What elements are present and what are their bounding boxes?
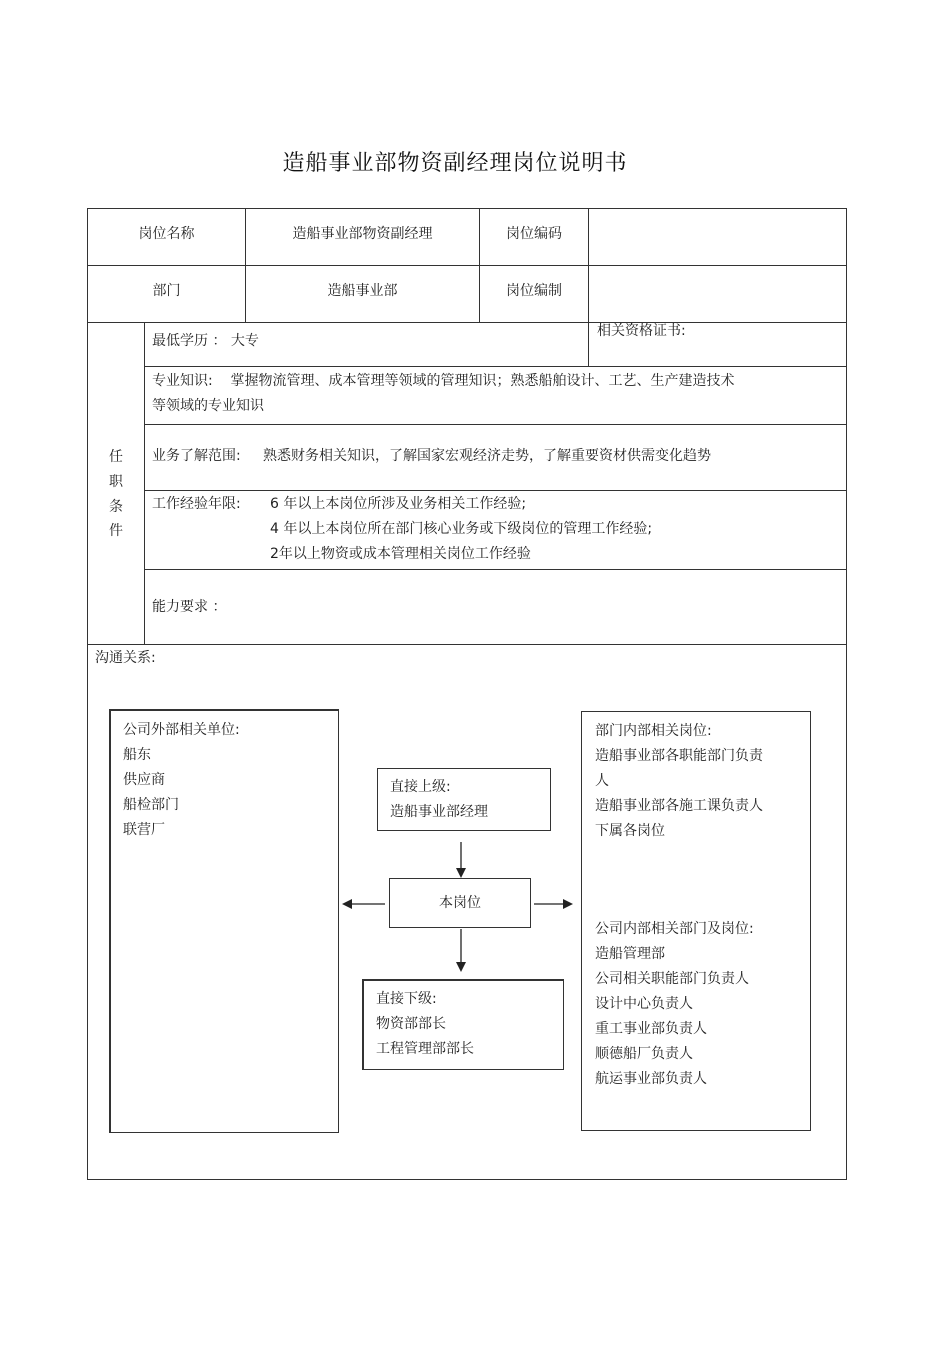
list-item: 供应商 [123,772,165,788]
knowledge-requirement-line1: 专业知识: 掌握物流管理、成本管理等领域的管理知识；熟悉船舶设计、工艺、生产建造技术 [152,373,735,389]
position-code-label: 岗位编码 [506,226,562,242]
list-item: 人 [595,773,609,789]
list-item: 设计中心负责人 [595,996,693,1012]
internal-dept-title: 部门内部相关岗位: [595,723,712,739]
department-label: 部门 [152,283,181,299]
list-item: 船检部门 [123,797,179,813]
list-item: 造船事业部经理 [390,804,488,820]
experience-item: 6 年以上本岗位所涉及业务相关工作经验; [270,496,527,512]
list-item: 物资部部长 [376,1016,446,1032]
list-item: 公司相关职能部门负责人 [595,971,749,987]
list-item: 重工事业部负责人 [595,1021,707,1037]
direct-subordinate-title: 直接下级: [376,991,437,1007]
communication-label: 沟通关系: [95,650,156,666]
direct-superior-title: 直接上级: [390,779,451,795]
experience-item: 2年以上物资或成本管理相关岗位工作经验 [270,546,531,562]
list-item: 顺德船厂负责人 [595,1046,693,1062]
position-name-label: 岗位名称 [138,226,195,242]
list-item: 航运事业部负责人 [595,1071,707,1087]
list-item: 联营厂 [123,822,165,838]
list-item: 造船事业部各职能部门负责 [595,748,763,764]
external-units-title: 公司外部相关单位: [123,722,240,738]
position-name-value: 造船事业部物资副经理 [292,226,433,242]
list-item: 船东 [123,747,151,763]
list-item: 造船管理部 [595,946,665,962]
list-item: 下属各岗位 [595,823,665,839]
headcount-label: 岗位编制 [506,283,562,299]
knowledge-requirement-line2: 等领域的专业知识 [152,398,264,414]
current-position-label: 本岗位 [439,895,481,911]
certificate-requirement: 相关资格证书: [597,323,686,339]
business-scope: 业务了解范围: 熟悉财务相关知识，了解国家宏观经济走势，了解重要资材供需变化趋势 [152,448,711,464]
list-item: 造船事业部各施工课负责人 [595,798,763,814]
experience-item: 4 年以上本岗位所在部门核心业务或下级岗位的管理工作经验; [270,521,653,537]
ability-requirement: 能力要求 ： [152,599,227,615]
internal-company-title: 公司内部相关部门及岗位: [595,921,754,937]
education-requirement: 最低学历 ： 大专 [152,333,259,349]
experience-label: 工作经验年限: [152,496,241,512]
list-item: 工程管理部部长 [376,1041,474,1057]
page-title: 造船事业部物资副经理岗位说明书 [282,151,628,176]
department-value: 造船事业部 [327,283,398,299]
